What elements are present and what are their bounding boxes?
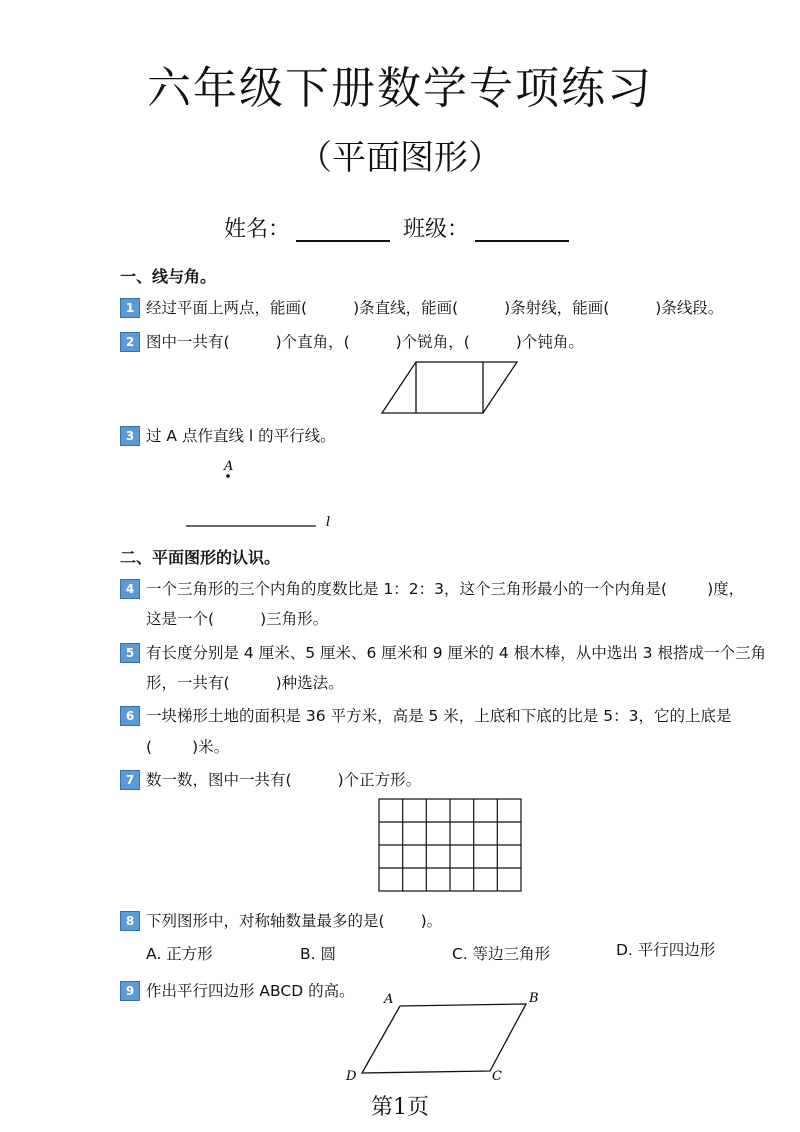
question-number-badge: 7 [120,770,140,790]
question-number-badge: 4 [120,579,140,599]
question-number-badge: 6 [120,706,140,726]
question-4: 4 一个三角形的三个内角的度数比是 1：2：3，这个三角形最小的一个内角是( )度， [120,577,744,599]
class-blank[interactable] [475,240,569,242]
question-5-line-2: 形，一共有( )种选法。 [146,674,344,692]
parallel-line-figure [180,454,350,534]
vertex-a-label: A [384,992,394,1007]
name-blank[interactable] [296,240,390,242]
question-6-line-2: ( )米。 [146,738,230,756]
class-label: 班级： [403,217,470,242]
point-a [226,474,230,478]
question-7: 7 数一数，图中一共有( )个正方形。 [120,768,421,790]
question-number-badge: 1 [120,298,140,318]
student-info [224,212,575,243]
question-number-badge: 8 [120,911,140,931]
page-subtitle: （平面图形） [298,138,502,178]
line-l-label: l [326,515,331,530]
question-4-line-2: 这是一个( )三角形。 [146,610,329,628]
option-a[interactable]: A. 正方形 [146,945,213,963]
name-label: 姓名： [224,217,291,242]
question-number-badge: 2 [120,332,140,352]
parallelogram-angles-figure [380,360,520,416]
question-6: 6 一块梯形土地的面积是 36 平方米，高是 5 米，上底和下底的比是 5：3，它的上底是 [120,704,731,726]
question-8: 8 下列图形中，对称轴数量最多的是( )。 [120,909,442,931]
parallelogram-abcd-figure [340,990,550,1084]
square-grid-figure [378,798,524,894]
question-1: 1 经过平面上两点，能画( )条直线，能画( )条射线，能画( )条线段。 [120,296,723,318]
page-number: 第1页 [371,1095,429,1120]
page-title: 六年级下册数学专项练习 [147,63,653,114]
vertex-b-label: B [529,991,539,1006]
option-d[interactable]: D. 平行四边形 [616,941,716,959]
question-2: 2 图中一共有( )个直角，( )个锐角，( )个钝角。 [120,330,584,352]
question-number-badge: 5 [120,643,140,663]
section-2-heading: 二、平面图形的认识。 [120,548,281,567]
question-number-badge: 9 [120,981,140,1001]
point-a-label: A [224,459,234,474]
question-3: 3 过 A 点作直线 l 的平行线。 [120,424,336,446]
question-5: 5 有长度分别是 4 厘米、5 厘米、6 厘米和 9 厘米的 4 根木棒，从中选出 3 根搭成一个三角 [120,641,766,663]
option-b[interactable]: B. 圆 [300,945,336,963]
question-number-badge: 3 [120,426,140,446]
option-c[interactable]: C. 等边三角形 [452,945,551,963]
section-1-heading: 一、线与角。 [120,267,217,286]
vertex-c-label: C [492,1069,502,1084]
vertex-d-label: D [346,1069,357,1084]
question-9: 9 作出平行四边形 ABCD 的高。 [120,979,355,1001]
